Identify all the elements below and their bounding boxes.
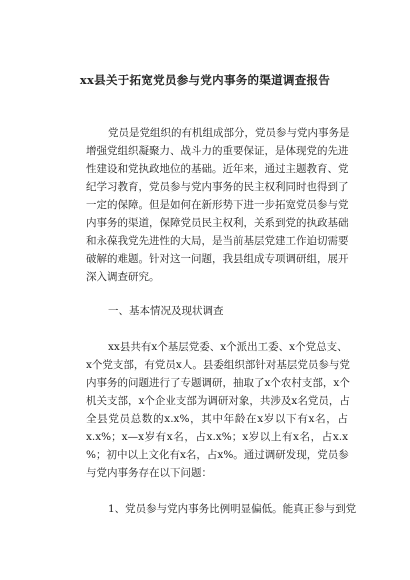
body-line: 内事务的问题进行了专题调研，抽取了x个农村支部，x个 <box>86 377 350 389</box>
body-line: 内事务的渠道，保障党员民主权利，关系到党的执政基础 <box>86 217 349 229</box>
body-line: 与党内事务存在以下问题： <box>86 467 212 479</box>
body-line: %；初中以上文化有x名，占x%。通过调研发现，党员参 <box>86 449 349 461</box>
body-line: x.x%；x—x岁有x名，占x.x%；x岁以上有x名，占x.x <box>86 431 348 443</box>
body-line: 纪学习教育，党员参与党内事务的民主权利同时也得到了 <box>86 181 349 193</box>
section-heading: 一、基本情况及现状调查 <box>108 305 224 317</box>
body-line: 1、党员参与党内事务比例明显偏低。能真正参与到党 <box>108 503 357 515</box>
document-title: xx县关于拓宽党员参与党内事务的渠道调查报告 <box>79 73 331 87</box>
body-line: 机关支部，x个企业支部为调研对象，共涉及x名党员，占 <box>86 395 350 407</box>
body-line: 破解的难题。针对这一问题，我县组成专项调研组，展开 <box>86 253 349 265</box>
body-line: xx县共有x个基层党委、x个派出工委、x个党总支、 <box>108 341 348 353</box>
body-line: 深入调查研究。 <box>86 271 160 283</box>
body-line: x个党支部，有党员x人。县委组织部针对基层党员参与党 <box>86 359 350 371</box>
body-line: 一定的保障。但是如何在新形势下进一步拓宽党员参与党 <box>86 199 349 211</box>
body-line: 和永葆我党先进性的大局，是当前基层党建工作迫切需要 <box>86 235 349 247</box>
body-line: 党员是党组织的有机组成部分，党员参与党内事务是 <box>108 127 350 139</box>
body-line: 全县党员总数的x.x%，其中年龄在x岁以下有x名，占 <box>86 413 348 425</box>
body-line: 性建设和党执政地位的基础。近年来，通过主题教育、党 <box>86 163 349 175</box>
body-line: 增强党组织凝聚力、战斗力的重要保证，是体现党的先进 <box>86 145 349 157</box>
